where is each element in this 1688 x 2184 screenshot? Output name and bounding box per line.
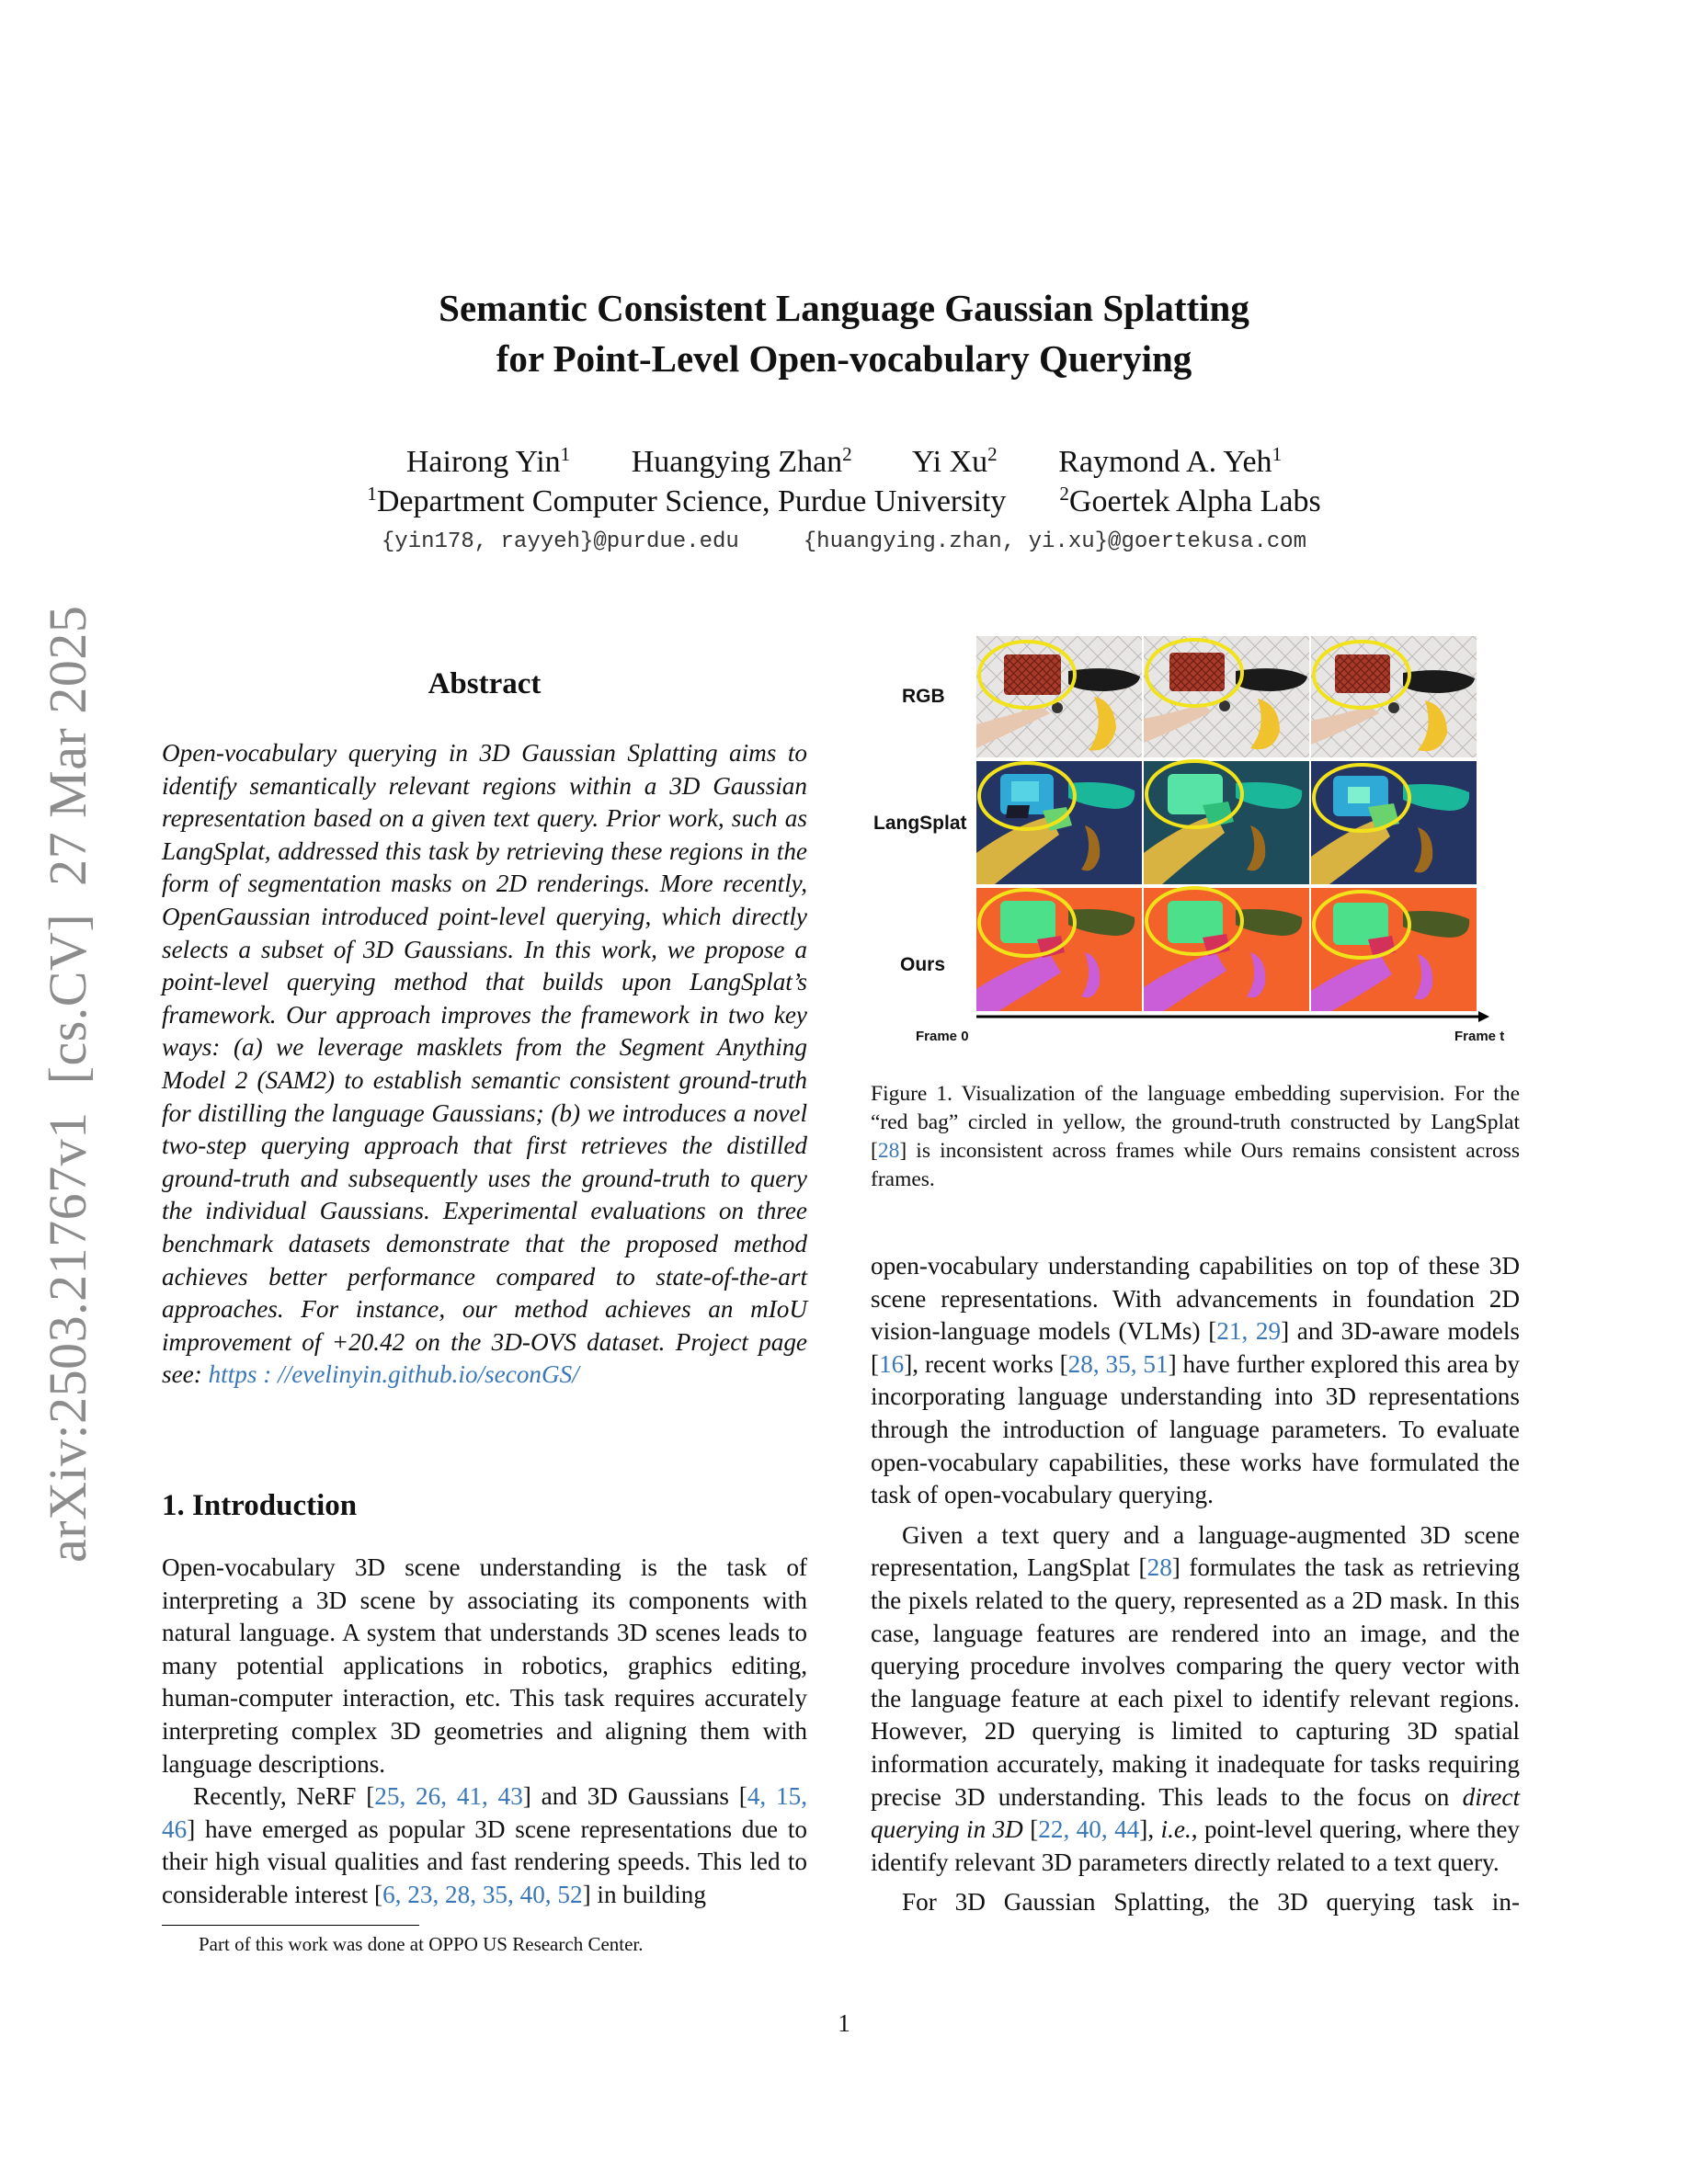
paragraph: Open-vocabulary 3D scene understanding is the task of interpreting a 3D scene by associating its components with natural language. A system that understands 3D scenes leads to many potential applications in robotics, graphics editing, human-computer interaction, etc. This task requires accurately interpreting complex 3D geometries and aligning them with language descriptions. xyxy=(162,1553,807,1778)
citation-link[interactable]: 28 xyxy=(877,1139,900,1163)
paragraph: Recently, NeRF [25, 26, 41, 43] and 3D Gaussians [4, 15, 46] have emerged as popular 3D scene representations due to their high visual qualities and fast rendering speeds. This led to considerable interest [6, 23, 28, 35, 40, 52] in building xyxy=(162,1782,807,1908)
author-affil-mark: 1 xyxy=(1272,443,1283,466)
arxiv-identifier: arXiv:2503.21767v1 [cs.CV] 27 Mar 2025 xyxy=(38,605,97,1563)
ours-frame-t xyxy=(1311,888,1477,1011)
ours-frame-0 xyxy=(976,888,1142,1011)
row-label-rgb: RGB xyxy=(902,686,945,707)
citation-link[interactable]: 28 xyxy=(1146,1553,1172,1582)
citation-link[interactable]: 4, 15, 46 xyxy=(162,1782,807,1843)
rgb-frame-1 xyxy=(1144,636,1309,757)
email[interactable]: {yin178, rayyeh}@purdue.edu xyxy=(381,529,739,554)
row-label-ours: Ours xyxy=(900,954,946,975)
citation-link[interactable]: 28, 35, 51 xyxy=(1067,1349,1169,1378)
affiliation: Department Computer Science, Purdue University xyxy=(376,484,1007,518)
abstract-body xyxy=(162,737,807,1392)
citation-link[interactable]: 6, 23, 28, 35, 40, 52 xyxy=(382,1880,583,1908)
citation-link[interactable]: 21, 29 xyxy=(1216,1317,1282,1346)
frame-end-label: Frame t xyxy=(1454,1029,1505,1044)
figure-caption: Figure 1. Visualization of the language embedding supervision. For the “red bag” circled in yellow, the ground-truth constructed by LangSplat [28] is inconsistent across frames while Ours remains consistent across frames. xyxy=(871,1082,1520,1191)
author-list xyxy=(0,443,1688,482)
citation-link[interactable]: 16 xyxy=(879,1349,905,1378)
footnote: Part of this work was done at OPPO US Research Center. xyxy=(199,1933,644,1955)
footnote-rule xyxy=(162,1925,419,1926)
title-line-2: for Point-Level Open-vocabulary Querying xyxy=(496,337,1192,380)
paragraph: open-vocabulary understanding capabilities on top of these 3D scene representations. With advancements in foundation 2D vision-language models (VLMs) [21, 29] and 3D-aware models [16], recent works [28, 35, 51] have further explored this area by incorporating language understanding into 3D representations through the introduction of language parameters. To evaluate open-vocabulary capabilities, these works have formulated the task of open-vocabulary querying. xyxy=(871,1252,1521,1509)
title-line-1: Semantic Consistent Language Gaussian Splatting xyxy=(439,287,1249,329)
ours-frame-1 xyxy=(1144,888,1309,1011)
section-heading-introduction: 1. Introduction xyxy=(162,1489,358,1522)
abstract-text: Open-vocabulary querying in 3D Gaussian Splatting aims to identify semantically relevant regions within a 3D Gaussian representation based on a given text query. Prior work, such as LangSplat, addressed this task by retrieving these regions in the form of segmentation masks on 2D renderings. More recently, OpenGaussian introduced point-level querying, which directly selects a subset of 3D Gaussians. In this work, we propose a point-level querying method that builds upon LangSplat’s framework. Our approach improves the framework in two key ways: (a) we leverage masklets from the Segment Anything Model 2 (SAM2) to establish semantic consistent ground-truth for distilling the language Gaussians; (b) we introduces a novel two-step querying approach that first retrieves the distilled ground-truth and subsequently uses the ground-truth to query the individual Gaussians. Experimental evaluations on three benchmark datasets demonstrate that the proposed method achieves better performance compared to state-of-the-art approaches. For instance, our method achieves an mIoU improvement of +20.42 on the 3D-OVS dataset. Project page see: xyxy=(162,739,807,1389)
frame-axis-arrowhead xyxy=(1478,1011,1489,1022)
affil-mark: 2 xyxy=(1059,483,1069,506)
email[interactable]: {huangying.zhan, yi.xu}@goertekusa.com xyxy=(803,529,1307,554)
author-name: Raymond A. Yeh xyxy=(1058,445,1272,479)
author-affil-mark: 2 xyxy=(842,443,852,466)
frame-start-label: Frame 0 xyxy=(916,1029,969,1044)
author-emails xyxy=(0,529,1688,554)
citation-link[interactable]: 25, 26, 41, 43 xyxy=(374,1782,523,1811)
author-affil-mark: 1 xyxy=(560,443,571,466)
paragraph: For 3D Gaussian Splatting, the 3D querying task in- xyxy=(902,1888,1520,1917)
introduction-text xyxy=(162,1552,807,1912)
paper-title xyxy=(0,283,1688,384)
rgb-frame-t xyxy=(1311,636,1477,757)
figure-image-grid xyxy=(976,636,1491,1022)
langsplat-frame-1 xyxy=(1144,761,1309,884)
right-column-text xyxy=(871,1250,1520,1919)
abstract-heading: Abstract xyxy=(428,667,542,700)
affiliations xyxy=(0,483,1688,521)
author-name: Hairong Yin xyxy=(405,445,561,479)
langsplat-frame-0 xyxy=(976,761,1142,884)
affiliation: Goertek Alpha Labs xyxy=(1068,484,1321,518)
citation-link[interactable]: 22, 40, 44 xyxy=(1038,1815,1140,1844)
figure-1 xyxy=(871,636,1520,1059)
author-name: Yi Xu xyxy=(911,445,988,479)
affil-mark: 1 xyxy=(367,483,377,506)
author-affil-mark: 2 xyxy=(987,443,998,466)
paragraph: Given a text query and a language-augmented 3D scene representation, LangSplat [28] formulates the task as retrieving the pixels related to the query, represented as a 2D mask. In this case, language features are rendered into an image, and the querying procedure involves comparing the query vector with the language feature at each pixel to identify relevant regions. However, 2D querying is limited to capturing 3D spatial information accurately, making it inadequate for tasks requiring precise 3D understanding. This leads to the focus on direct querying in 3D [22, 40, 44], i.e., point-level quering, where they identify relevant 3D parameters directly related to a text query. xyxy=(871,1520,1521,1876)
author-name: Huangying Zhan xyxy=(631,445,843,479)
rgb-frame-0 xyxy=(976,636,1142,757)
page-number: 1 xyxy=(838,2009,850,2037)
project-page-link[interactable]: https : //evelinyin.github.io/seconGS/ xyxy=(208,1360,579,1389)
row-label-langsplat: LangSplat xyxy=(873,813,967,834)
langsplat-frame-t xyxy=(1311,761,1477,884)
